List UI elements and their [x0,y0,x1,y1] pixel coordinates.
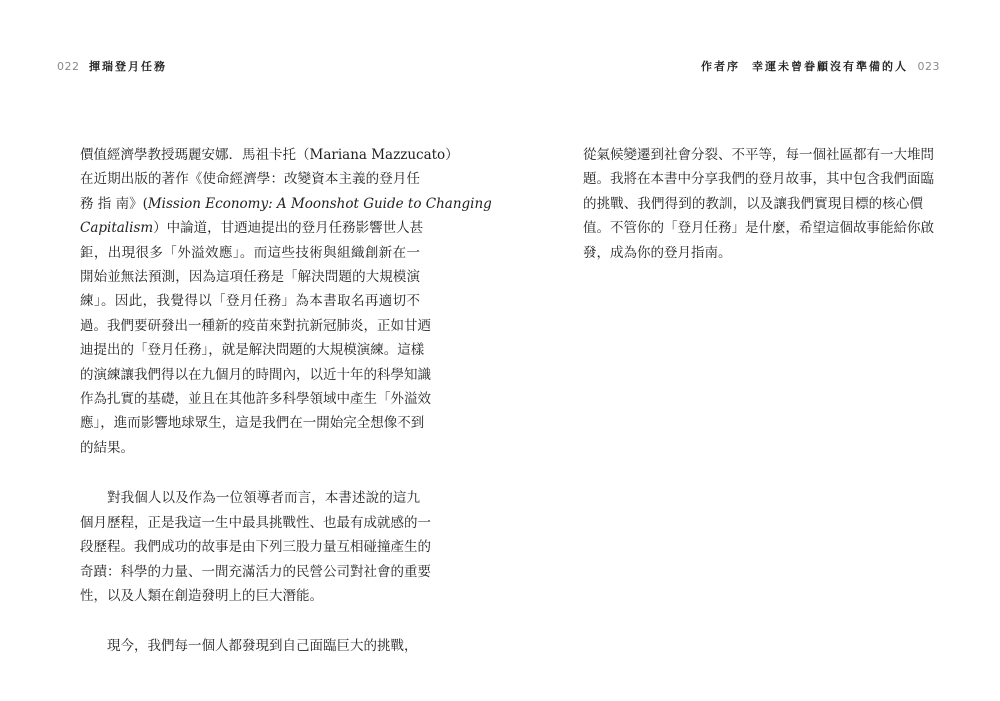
text-line [80,560,431,584]
body-text: 題。我將在本書中分享我們的登月故事，其中包含我們面臨 [583,171,934,188]
body-text: 鉅，出現很多「外溢效應」。而這些技術與組織創新在一 [80,244,420,261]
body-text: ）中論道，甘迺迪提出的登月任務影響世人甚 [153,220,424,237]
text-line [80,289,420,313]
text-line [80,192,492,216]
body-text: 段歷程。我們成功的故事是由下列三股力量互相碰撞產生的 [80,539,431,556]
body-text: 的挑戰、我們得到的教訓，以及讓我們實現目標的核心價 [583,195,923,212]
text-line [80,486,420,510]
text-line [80,167,420,191]
right-page-number: 023 [917,60,940,73]
body-text: 的演練讓我們得以在九個月的時間內，以近十年的科學知識 [80,366,431,383]
right-page-header [701,58,940,74]
italic-title-text: Capitalism [80,220,154,237]
body-text: 練」。因此，我覺得以「登月任務」為本書取名再適切不 [80,293,420,310]
body-text: 在近期出版的著作《使命經濟學：改變資本主義的登月任 [80,171,420,188]
text-line [583,143,934,167]
body-text: 個月歷程，正是我這一生中最具挑戰性、也最有成就感的一 [80,514,431,531]
text-line [80,634,420,658]
text-line [80,584,420,608]
text-line [583,192,923,216]
left-page-number: 022 [57,60,80,73]
text-line [80,511,431,535]
paragraph [583,143,934,265]
body-text: 務 指 南》( [80,195,148,212]
body-text: 值。不管你的「登月任務」是什麼，希望這個故事能給你啟 [583,220,934,237]
body-text: 奇蹟：科學的力量、一間充滿活力的民營公司對社會的重要 [80,563,431,580]
text-line [80,314,431,338]
paragraph [80,486,431,608]
body-text: 作為扎實的基礎，並且在其他許多科學領域中產生「外溢效 [80,391,431,408]
text-line [80,338,425,362]
body-text: 現今，我們每一個人都發現到自己面臨巨大的挑戰， [107,638,418,655]
body-text: 迪提出的「登月任務」，就是解決問題的大規模演練。這樣 [80,342,425,359]
text-line [583,216,934,240]
italic-title-text: Mission Economy: A Moonshot Guide to Changing [147,195,492,212]
body-text: 對我個人以及作為一位領導者而言，本書述說的這九 [107,490,420,507]
text-line [80,265,420,289]
text-line [80,387,431,411]
body-text: 價值經濟學教授瑪麗安娜．馬祖卡托（Mariana Mazzucato） [80,147,459,163]
text-line [583,167,934,191]
body-text: 過。我們要研發出一種新的疫苗來對抗新冠肺炎，正如甘迺 [80,317,431,334]
paragraph [80,143,492,460]
text-line [80,241,420,265]
right-page-body [583,143,934,291]
body-text: 的結果。 [80,439,134,456]
text-line [80,143,459,167]
right-running-title-chapter: 幸運未曾眷顧沒有準備的人 [752,60,908,73]
left-page-body [80,143,492,685]
body-text: 從氣候變遷到社會分裂、不平等，每一個社區都有一大堆問 [583,147,934,163]
body-text: 應」，進而影響地球眾生，這是我們在一開始完全想像不到 [80,415,425,432]
left-page-header [57,58,167,74]
body-text: 發，成為你的登月指南。 [583,244,732,261]
text-line [80,216,424,240]
text-line [80,363,431,387]
paragraph [80,634,420,658]
body-text: 性，以及人類在創造發明上的巨大潛能。 [80,587,323,604]
left-running-title: 揮瑞登月任務 [89,60,167,73]
right-running-title-section: 作者序 [701,60,740,73]
text-line [80,535,431,559]
text-line [80,411,425,435]
text-line [80,436,420,460]
text-line [583,241,923,265]
body-text: 開始並無法預測，因為這項任務是「解決問題的大規模演 [80,269,420,286]
